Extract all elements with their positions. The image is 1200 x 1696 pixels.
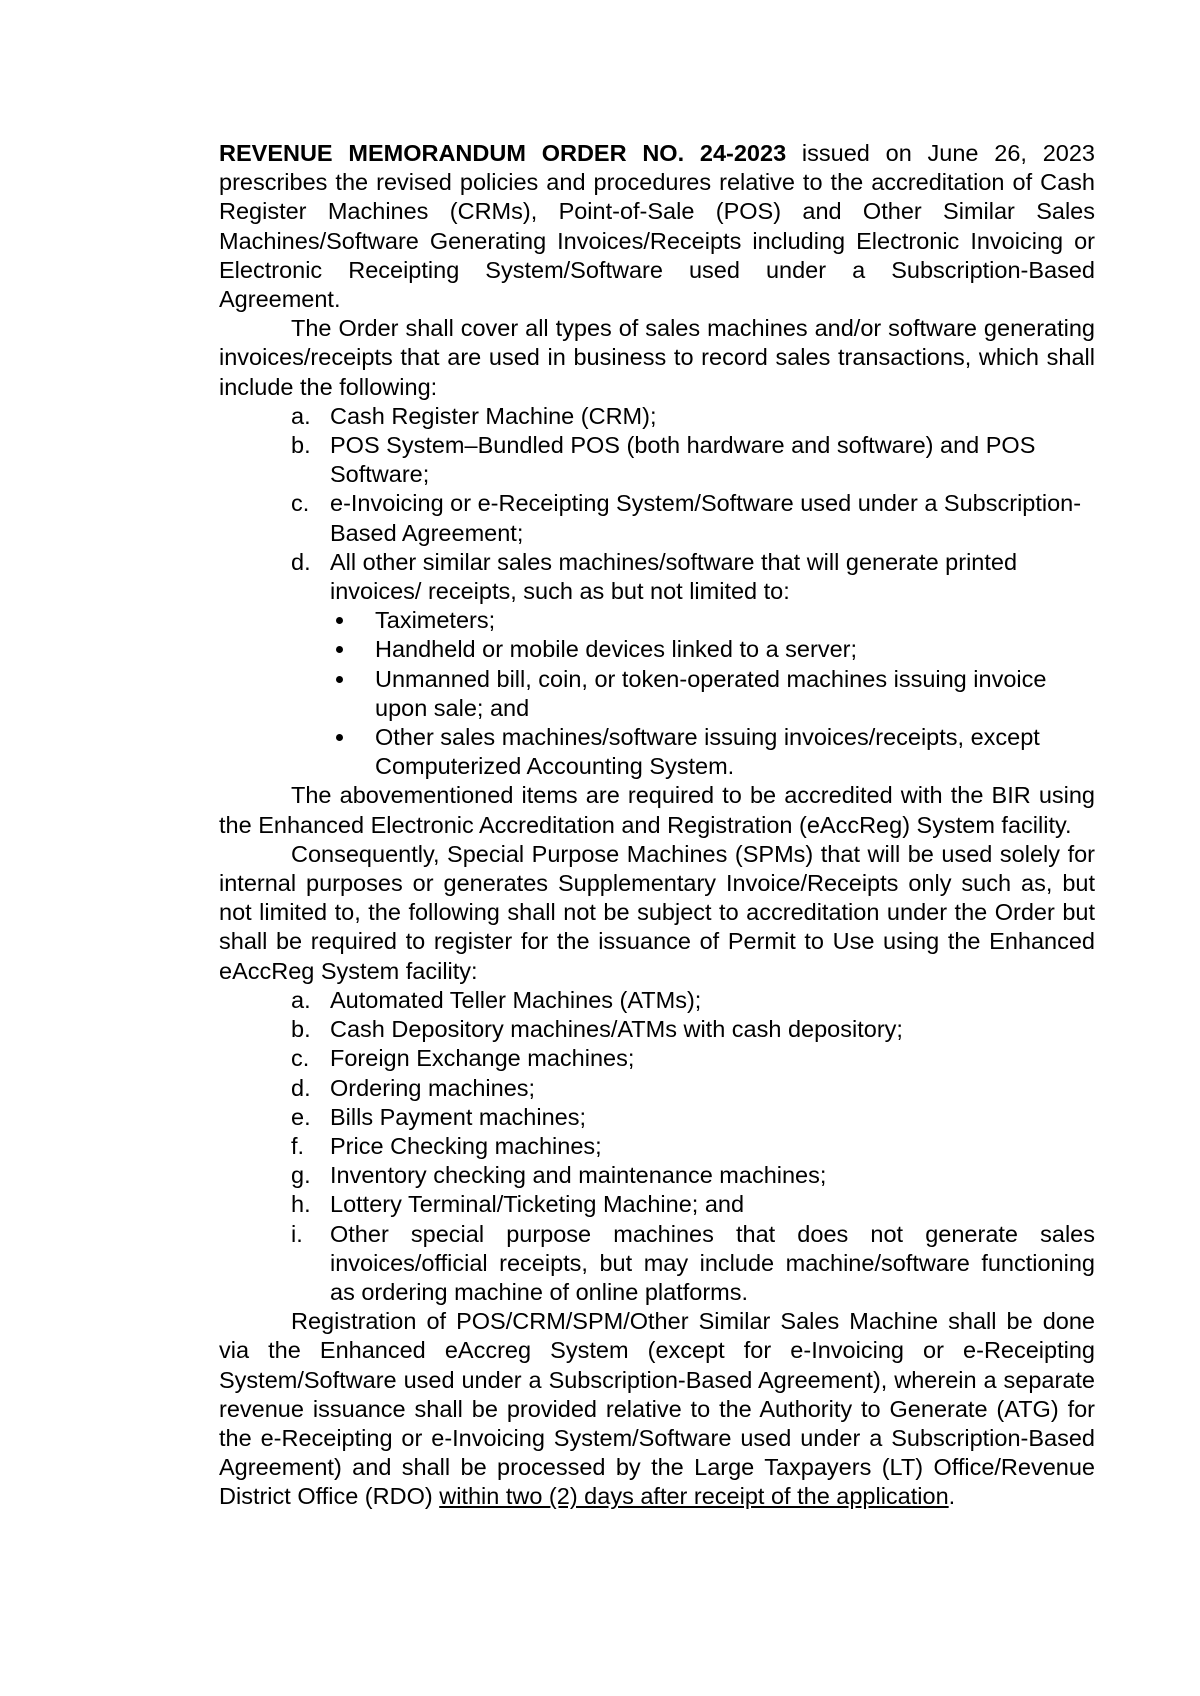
sub-list-item: [219, 723, 1095, 781]
list-item-text: Ordering machines;: [330, 1074, 536, 1101]
list-marker: c.: [291, 490, 310, 517]
list-item: [219, 1220, 1095, 1308]
list-item-text: Lottery Terminal/Ticketing Machine; and: [330, 1191, 745, 1218]
list-marker: c.: [291, 1045, 310, 1072]
bullet-icon: [336, 646, 343, 653]
list-marker: b.: [291, 432, 311, 459]
list-item-text: Automated Teller Machines (ATMs);: [330, 986, 702, 1013]
intro-paragraph: [219, 139, 1095, 314]
sub-list-item-text: Handheld or mobile devices linked to a server;: [375, 636, 858, 663]
registration-paragraph: [219, 1307, 1095, 1511]
list-item: [219, 431, 1095, 489]
list-item: [219, 1015, 1095, 1044]
coverage-list: [219, 402, 1095, 606]
list-item: [219, 1132, 1095, 1161]
list-item: [219, 548, 1095, 606]
list-marker: g.: [291, 1162, 311, 1189]
list-marker: h.: [291, 1191, 311, 1218]
intro-text: issued on June 26, 2023 prescribes the revised policies and procedures relative to the accreditation of Cash Register Machines (CRMs), Point-of-Sale (POS) and Other Similar Sales Machines/Software Generating Invoices/Receipts including Electronic Invoicing or Electronic Receipting System/Software used under a Subscription-Based Agreement.: [219, 140, 1095, 313]
memo-title: REVENUE MEMORANDUM ORDER NO. 24-2023: [219, 140, 787, 166]
bullet-icon: [336, 734, 343, 741]
coverage-paragraph: The Order shall cover all types of sales machines and/or software generating invoices/receipts that are used in business to record sales transactions, which shall include the following:: [219, 315, 1095, 400]
list-item-text: Cash Depository machines/ATMs with cash depository;: [330, 1016, 903, 1043]
document-page: [219, 139, 1095, 1512]
list-marker: e.: [291, 1103, 311, 1130]
list-item: [219, 986, 1095, 1015]
list-item: [219, 489, 1095, 547]
list-marker: i.: [291, 1220, 303, 1247]
list-item-text: Other special purpose machines that does not generate sales invoices/official receipts, but may include machine/software functioning as ordering machine of online platforms.: [330, 1220, 1095, 1305]
list-marker: d.: [291, 1074, 311, 1101]
list-item-text: Price Checking machines;: [330, 1132, 602, 1159]
sub-list: [219, 606, 1095, 781]
list-item-text: All other similar sales machines/software that will generate printed invoices/ receipts, such as but not limited to:: [330, 548, 1018, 605]
sub-list-item-text: Other sales machines/software issuing invoices/receipts, except Computerized Accounting System.: [375, 724, 1040, 780]
sub-list-item-text: Unmanned bill, coin, or token-operated machines issuing invoice upon sale; and: [375, 665, 1047, 721]
list-item-text: Bills Payment machines;: [330, 1103, 586, 1130]
list-marker: a.: [291, 986, 311, 1013]
list-item: [219, 1161, 1095, 1190]
spm-paragraph: Consequently, Special Purpose Machines (SPMs) that will be used solely for internal purposes or generates Supplementary Invoice/Receipts only such as, but not limited to, the following shall not be subject to accreditation under the Order but shall be required to register for the issuance of Permit to Use using the Enhanced eAccReg System facility:: [219, 840, 1095, 984]
sub-list-item: [219, 606, 1095, 635]
list-item-text: e-Invoicing or e-Receipting System/Software used under a Subscription-Based Agreement;: [330, 490, 1082, 546]
list-item-text: Foreign Exchange machines;: [330, 1045, 635, 1072]
sub-list-item: [219, 665, 1095, 723]
sub-list-item: [219, 635, 1095, 664]
list-item-text: Cash Register Machine (CRM);: [330, 402, 657, 429]
list-marker: a.: [291, 402, 311, 429]
registration-end: .: [948, 1483, 956, 1510]
sub-list-item-text: Taximeters;: [375, 607, 496, 634]
list-item: [219, 1103, 1095, 1132]
list-item: [219, 1190, 1095, 1219]
bullet-icon: [336, 676, 343, 683]
list-item: [219, 1074, 1095, 1103]
list-item: [219, 402, 1095, 431]
list-marker: f.: [291, 1132, 305, 1159]
list-marker: d.: [291, 548, 311, 575]
spm-list: [219, 986, 1095, 1307]
list-item-text: Inventory checking and maintenance machines;: [330, 1162, 827, 1189]
list-item-text: POS System–Bundled POS (both hardware and software) and POS Software;: [330, 432, 1036, 488]
registration-deadline: within two (2) days after receipt of the application: [439, 1483, 949, 1510]
registration-text: Registration of POS/CRM/SPM/Other Similar Sales Machine shall be done via the Enhanced eAccreg System (except for e-Invoicing or e-Receipting System/Software used under a Subscription-Based Agreement), wherein a separate revenue issuance shall be provided relative to the Authority to Generate (ATG) for the e-Receipting or e-Invoicing System/Software used under a Subscription-Based Agreement) and shall be processed by the Large Taxpayers (LT) Office/Revenue District Office (RDO): [219, 1308, 1095, 1510]
accreditation-paragraph: The abovementioned items are required to be accredited with the BIR using the Enhanced Electronic Accreditation and Registration (eAccReg) System facility.: [219, 782, 1095, 838]
list-item: [219, 1044, 1095, 1073]
list-marker: b.: [291, 1016, 311, 1043]
bullet-icon: [336, 617, 343, 624]
